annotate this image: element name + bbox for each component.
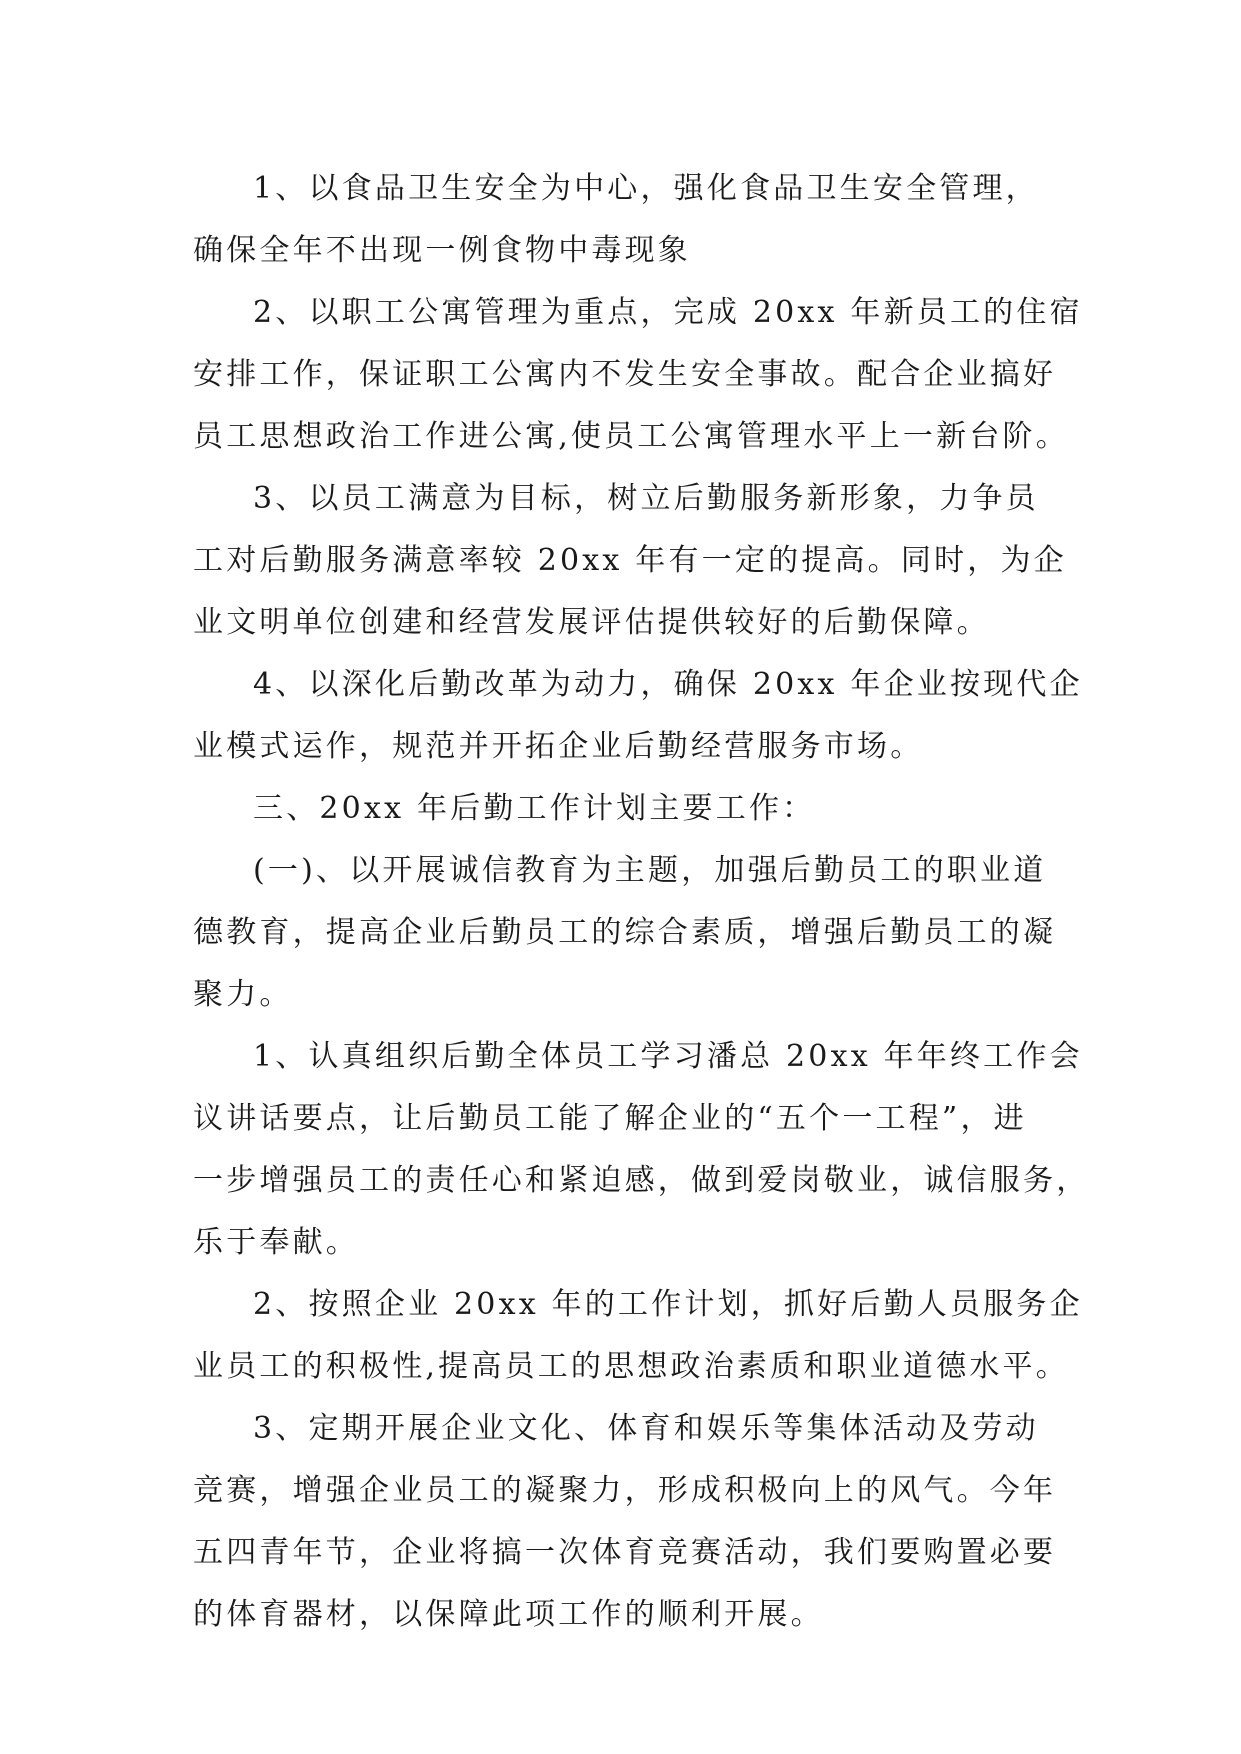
- paragraph-line: 议讲话要点，让后勤员工能了解企业的“五个一工程”，进: [193, 1101, 1027, 1136]
- document-body: [193, 158, 1090, 1646]
- paragraph-line: 乐于奉献。: [193, 1225, 359, 1260]
- paragraph-line: 4、以深化后勤改革为动力，确保 20xx 年企业按现代企: [253, 667, 1083, 702]
- paragraph-line: 员工思想政治工作进公寓,使员工公寓管理水平上一新台阶。: [193, 419, 1069, 454]
- paragraph-line: 业员工的积极性,提高员工的思想政治素质和职业道德水平。: [193, 1349, 1069, 1384]
- paragraph-line: 五四青年节，企业将搞一次体育竞赛活动，我们要购置必要: [193, 1535, 1057, 1570]
- paragraph-line: 业模式运作，规范并开拓企业后勤经营服务市场。: [193, 729, 924, 764]
- paragraph-line: 一步增强员工的责任心和紧迫感，做到爱岗敬业，诚信服务，: [193, 1163, 1090, 1198]
- paragraph-line: 确保全年不出现一例食物中毒现象: [193, 233, 691, 268]
- paragraph-line: 业文明单位创建和经营发展评估提供较好的后勤保障。: [193, 605, 990, 640]
- paragraph-line: 3、以员工满意为目标，树立后勤服务新形象，力争员: [253, 481, 1039, 516]
- paragraph-line: 1、以食品卫生安全为中心，强化食品卫生安全管理，: [253, 171, 1039, 206]
- paragraph-line: 竞赛，增强企业员工的凝聚力，形成积极向上的风气。今年: [193, 1473, 1057, 1508]
- paragraph-line: 工对后勤服务满意率较 20xx 年有一定的提高。同时，为企: [193, 543, 1067, 578]
- paragraph-line: 1、认真组织后勤全体员工学习潘总 20xx 年年终工作会: [253, 1039, 1083, 1074]
- paragraph-line: (一)、以开展诚信教育为主题，加强后勤员工的职业道: [253, 853, 1047, 888]
- paragraph-line: 的体育器材，以保障此项工作的顺利开展。: [193, 1597, 824, 1632]
- paragraph-line: 德教育，提高企业后勤员工的综合素质，增强后勤员工的凝: [193, 915, 1057, 950]
- paragraph-line: 聚力。: [193, 977, 293, 1012]
- paragraph-line: 2、按照企业 20xx 年的工作计划，抓好后勤人员服务企: [253, 1287, 1083, 1322]
- paragraph-line: 3、定期开展企业文化、体育和娱乐等集体活动及劳动: [253, 1411, 1039, 1446]
- paragraph-line: 安排工作，保证职工公寓内不发生安全事故。配合企业搞好: [193, 357, 1057, 392]
- section-heading: 三、20xx 年后勤工作计划主要工作：: [253, 791, 816, 826]
- paragraph-line: 2、以职工公寓管理为重点，完成 20xx 年新员工的住宿: [253, 295, 1083, 330]
